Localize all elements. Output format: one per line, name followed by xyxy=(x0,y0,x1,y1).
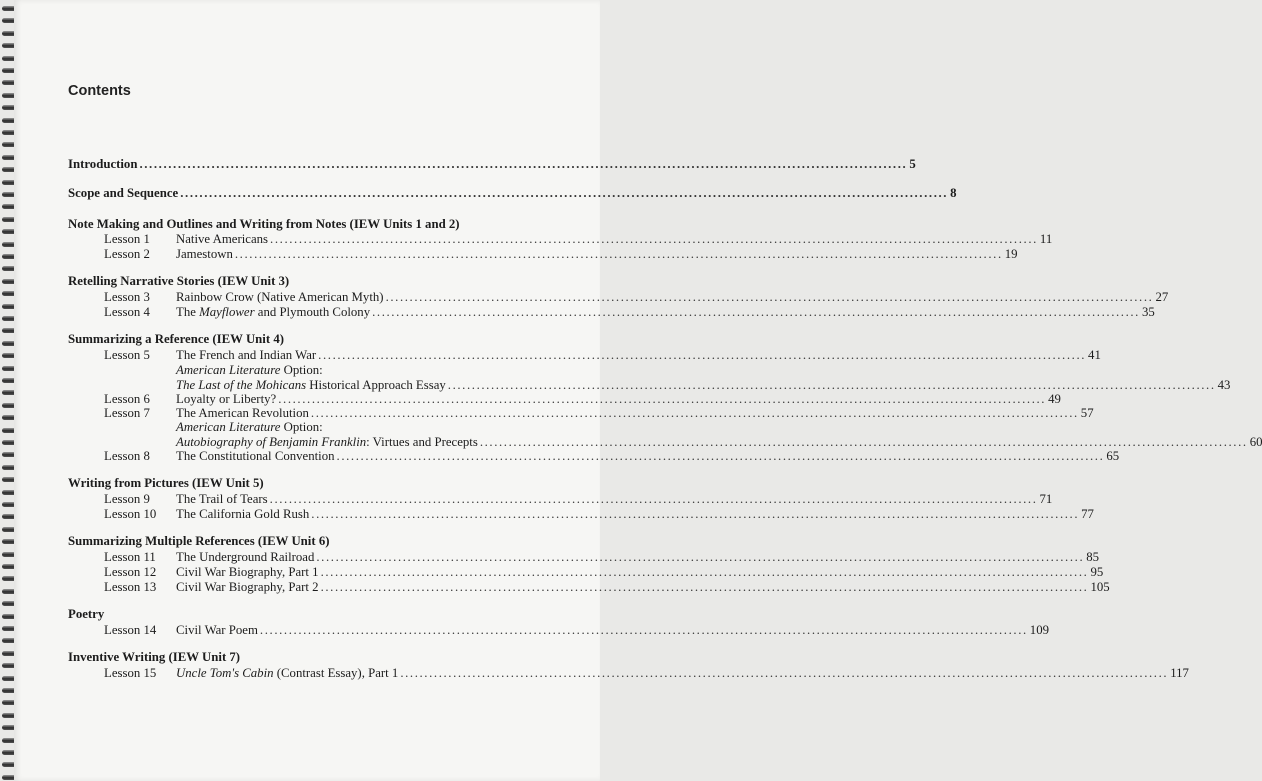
page-number: 19 xyxy=(1004,247,1018,261)
lesson-number: Lesson 13 xyxy=(104,580,157,594)
entry-title: The Constitutional Convention xyxy=(176,449,335,463)
leader-dots: ................................................................................................................................................................ xyxy=(269,492,1038,506)
lesson-number: Lesson 6 xyxy=(104,392,150,406)
page-number: 27 xyxy=(1155,290,1169,304)
lesson-number: Lesson 14 xyxy=(104,623,157,637)
entry-title: The French and Indian War xyxy=(176,348,317,362)
entry-title: Loyalty or Liberty? xyxy=(176,392,277,406)
entry-title: Scope and Sequence xyxy=(68,186,179,200)
page-number: 105 xyxy=(1090,580,1110,594)
option-label: American Literature Option: xyxy=(176,363,323,377)
lesson-number: Lesson 1 xyxy=(104,232,150,246)
entry-title: Civil War Biography, Part 2 xyxy=(176,580,319,594)
page-number: 65 xyxy=(1106,449,1120,463)
page-number: 5 xyxy=(909,157,916,171)
entry-title: Jamestown xyxy=(176,247,233,261)
leader-dots: ................................................................................................................................................................ xyxy=(479,435,1248,449)
page-number: 71 xyxy=(1039,492,1053,506)
lesson-number: Lesson 8 xyxy=(104,449,150,463)
section-heading: Writing from Pictures (IEW Unit 5) xyxy=(68,476,264,490)
section-heading: Poetry xyxy=(68,607,105,621)
section-heading: Inventive Writing (IEW Unit 7) xyxy=(68,650,241,664)
leader-dots: ................................................................................................................................................................ xyxy=(385,290,1154,304)
page-number: 43 xyxy=(1217,378,1231,392)
entry-title: Native Americans xyxy=(176,232,269,246)
option-label: American Literature Option: xyxy=(176,420,323,434)
lesson-number: Lesson 5 xyxy=(104,348,150,362)
page-number: 77 xyxy=(1081,507,1094,521)
page-number: 57 xyxy=(1080,406,1094,420)
leader-dots: ................................................................................................................................................................ xyxy=(259,623,1028,637)
toc-entry-introduction[interactable] xyxy=(0,156,916,172)
toc-entry-lesson[interactable] xyxy=(0,304,1155,320)
leader-dots: ................................................................................................................................................................ xyxy=(310,406,1079,420)
page-number: 85 xyxy=(1086,550,1100,564)
entry-title: The Last of the Mohicans Historical Approach Essay xyxy=(176,378,446,392)
page-number: 35 xyxy=(1141,305,1155,319)
entry-title: Introduction xyxy=(68,157,138,171)
toc-entry-lesson[interactable] xyxy=(0,579,1110,595)
page-number: 41 xyxy=(1088,348,1101,362)
page-number: 11 xyxy=(1039,232,1053,246)
toc-entry-lesson[interactable] xyxy=(0,289,1169,305)
leader-dots: ................................................................................................................................................................ xyxy=(400,666,1169,680)
section-heading: Retelling Narrative Stories (IEW Unit 3) xyxy=(68,274,290,288)
page-number: 49 xyxy=(1048,392,1061,406)
leader-dots: ................................................................................................................................................................ xyxy=(234,247,1003,261)
lesson-number: Lesson 12 xyxy=(104,565,157,579)
leader-dots: ................................................................................................................................................................ xyxy=(311,507,1080,521)
entry-title: Rainbow Crow (Native American Myth) xyxy=(176,290,384,304)
page-number: 8 xyxy=(950,186,957,200)
leader-dots: ................................................................................................................................................................ xyxy=(278,392,1047,406)
lesson-number: Lesson 11 xyxy=(104,550,156,564)
toc-entry-lesson[interactable] xyxy=(0,622,1049,638)
page-title: Contents xyxy=(68,83,131,99)
toc-entry-lesson[interactable] xyxy=(0,231,1053,247)
lesson-number: Lesson 9 xyxy=(104,492,150,506)
page-number: 117 xyxy=(1170,666,1189,680)
entry-title: The American Revolution xyxy=(176,406,309,420)
toc-entry-lesson[interactable] xyxy=(0,665,1189,681)
lesson-number: Lesson 7 xyxy=(104,406,150,420)
lesson-number: Lesson 3 xyxy=(104,290,150,304)
entry-title: Autobiography of Benjamin Franklin: Virtues and Precepts xyxy=(176,435,478,449)
leader-dots: ................................................................................................................................................................ xyxy=(372,305,1140,319)
lesson-number: Lesson 4 xyxy=(104,305,150,319)
entry-title: The Mayflower and Plymouth Colony xyxy=(176,305,371,319)
section-heading: Note Making and Outlines and Writing from Notes (IEW Units 1 and 2) xyxy=(68,217,460,231)
leader-dots: ................................................................................................................................................................ xyxy=(139,157,908,171)
toc-entry-lesson[interactable] xyxy=(0,506,1094,522)
entry-title: Civil War Biography, Part 1 xyxy=(176,565,319,579)
toc-entry-lesson[interactable] xyxy=(0,564,1104,580)
page-number: 95 xyxy=(1090,565,1104,579)
lesson-number: Lesson 15 xyxy=(104,666,157,680)
entry-title: The Underground Railroad xyxy=(176,550,315,564)
section-heading: Summarizing a Reference (IEW Unit 4) xyxy=(68,332,284,346)
toc-entry-lesson[interactable] xyxy=(0,246,1018,262)
page-number: 60 xyxy=(1249,435,1262,449)
leader-dots: ................................................................................................................................................................ xyxy=(320,580,1089,594)
leader-dots: ................................................................................................................................................................ xyxy=(270,232,1038,246)
lesson-number: Lesson 10 xyxy=(104,507,157,521)
leader-dots: ................................................................................................................................................................ xyxy=(180,186,949,200)
toc-entry-lesson[interactable] xyxy=(0,448,1120,464)
toc-entry-scope-and-sequence[interactable] xyxy=(0,185,957,201)
leader-dots: ................................................................................................................................................................ xyxy=(316,550,1085,564)
leader-dots: ................................................................................................................................................................ xyxy=(336,449,1105,463)
entry-title: The Trail of Tears xyxy=(176,492,268,506)
page-number: 109 xyxy=(1029,623,1049,637)
toc-entry-lesson[interactable] xyxy=(0,347,1101,363)
entry-title: Uncle Tom's Cabin (Contrast Essay), Part 1 xyxy=(176,666,399,680)
toc-entry-lesson[interactable] xyxy=(0,549,1100,565)
entry-title: The California Gold Rush xyxy=(176,507,310,521)
toc-entry-lesson[interactable] xyxy=(0,491,1053,507)
leader-dots: ................................................................................................................................................................ xyxy=(318,348,1087,362)
entry-title: Civil War Poem xyxy=(176,623,258,637)
section-heading: Summarizing Multiple References (IEW Unit 6) xyxy=(68,534,330,548)
leader-dots: ................................................................................................................................................................ xyxy=(320,565,1089,579)
leader-dots: ................................................................................................................................................................ xyxy=(447,378,1216,392)
lesson-number: Lesson 2 xyxy=(104,247,150,261)
